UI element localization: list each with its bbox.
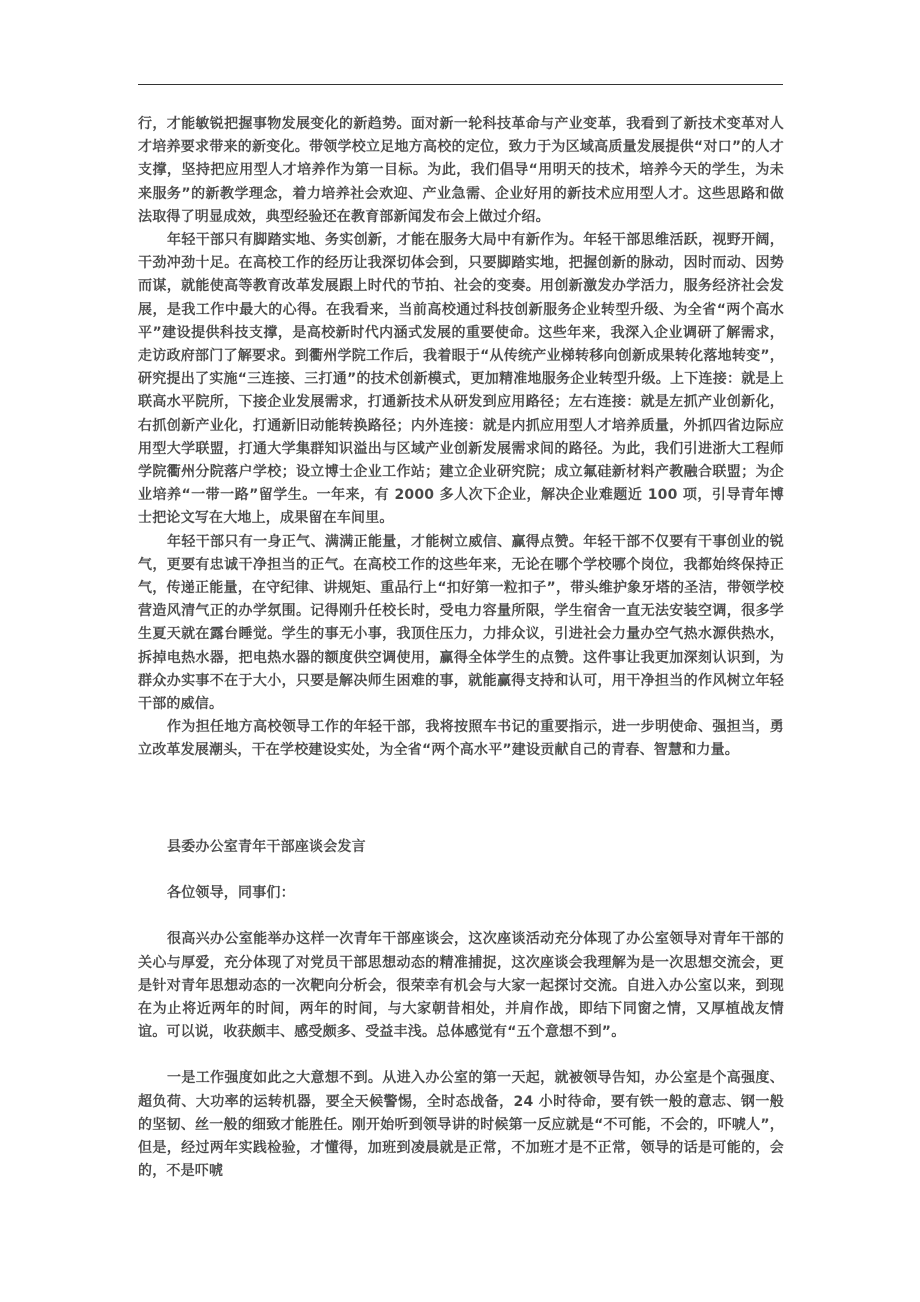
salutation: 各位领导，同事们：: [167, 885, 295, 902]
section-1: [138, 113, 784, 763]
paragraph-point-one: 一是工作强度如此之大意想不到。从进入办公室的第一天起，就被领导告知，办公室是个高强度、超负荷、大功率的运转机器，要全天候警惕，全时态战备，24 小时待命，要有铁一般的意志、钢一般的坚韧、丝一般的细致才能胜任。刚开始听到领导讲的时候第一反应就是“不可能，不会的，吓唬人”，但是，经过两年实践检验，才懂得，加班到凌晨就是正常，不加班才是不正常，领导的话是可能的，会的，不是吓唬: [138, 1070, 784, 1180]
paragraph-integrity: 年轻干部只有一身正气、满满正能量，才能树立威信、赢得点赞。年轻干部不仅要有干事创业的锐气，更要有忠诚干净担当的正气。在高校工作的这些年来，无论在哪个学校哪个岗位，我都始终保持正气，传递正能量，在守纪律、讲规矩、重品行上“扣好第一粒扣子”，带头维护象牙塔的圣洁，带领学校营造风清气正的办学氛围。记得刚升任校长时，受电力容量所限，学生宿舍一直无法安装空调，很多学生夏天就在露台睡觉。学生的事无小事，我顶住压力，力排众议，引进社会力量办空气热水源供热水，拆掉电热水器，把电热水器的额度供空调使用，赢得全体学生的点赞。这件事让我更加深刻认识到，为群众办实事不在于大小，只要是解决师生困难的事，就能赢得支持和认可，用干净担当的作风树立年轻干部的威信。: [138, 533, 784, 713]
header-rule: [138, 84, 783, 85]
paragraph-conclusion: 作为担任地方高校领导工作的年轻干部，我将按照车书记的重要指示，进一步明使命、强担当，勇立改革发展潮头，干在学校建设实处，为全省“两个高水平”建设贡献自己的青春、智慧和力量。: [138, 719, 784, 759]
paragraph-innovation: 年轻干部只有脚踏实地、务实创新，才能在服务大局中有新作为。年轻干部思维活跃，视野开阔，干劲冲劲十足。在高校工作的经历让我深切体会到，只要脚踏实地，把握创新的脉动，因时而动、因势而谋，就能使高等教育改革发展跟上时代的节拍、社会的变奏。用创新激发办学活力，服务经济社会发展，是我工作中最大的心得。在我看来，当前高校通过科技创新服务企业转型升级、为全省“两个高水平”建设提供科技支撑，是高校新时代内涵式发展的重要使命。这些年来，我深入企业调研了解需求，走访政府部门了解要求。到衢州学院工作后，我着眼于“从传统产业梯转移向创新成果转化落地转变”，研究提出了实施“三连接、三打通”的技术创新模式，更加精准地服务企业转型升级。上下连接：就是上联高水平院所，下接企业发展需求，打通新技术从研发到应用路径；左右连接：就是左抓产业创新化，右抓创新产业化，打通新旧动能转换路径；内外连接：就是内抓应用型人才培养质量，外抓四省边际应用型大学联盟，打通大学集群知识溢出与区域产业创新发展需求间的路径。为此，我们引进浙大工程师学院衢州分院落户学校；设立博士企业工作站；建立企业研究院；成立氟硅新材料产教融合联盟；为企业培养“一带一路”留学生。一年来，有 2000 多人次下企业，解决企业难题近 100 项，引导青年博士把论文写在大地上，成果留在车间里。: [138, 232, 784, 527]
paragraph-continuation: 行，才能敏锐把握事物发展变化的新趋势。面对新一轮科技革命与产业变革，我看到了新技术变革对人才培养要求带来的新变化。带领学校立足地方高校的定位，致力于为区域高质量发展提供“对口”的人才支撑，坚持把应用型人才培养作为第一目标。为此，我们倡导“用明天的技术，培养今天的学生，为未来服务”的新教学理念，着力培养社会欢迎、产业急需、企业好用的新技术应用型人才。这些思路和做法取得了明显成效，典型经验还在教育部新闻发布会上做过介绍。: [138, 116, 784, 225]
speech-title: 县委办公室青年干部座谈会发言: [167, 839, 366, 855]
section-2: [138, 836, 784, 1183]
paragraph-intro: 很高兴办公室能举办这样一次青年干部座谈会，这次座谈活动充分体现了办公室领导对青年干部的关心与厚爱，充分体现了对党员干部思想动态的精准捕捉，这次座谈会我理解为是一次思想交流会，更是针对青年思想动态的一次靶向分析会，很荣幸有机会与大家一起探讨交流。自进入办公室以来，到现在为止将近两年的时间，两年的时间，与大家朝昔相处，并肩作战，即结下同窗之情，又厚植战友情谊。可以说，收获颇丰、感受颇多、受益丰浅。总体感觉有“五个意想不到”。: [138, 931, 784, 1041]
